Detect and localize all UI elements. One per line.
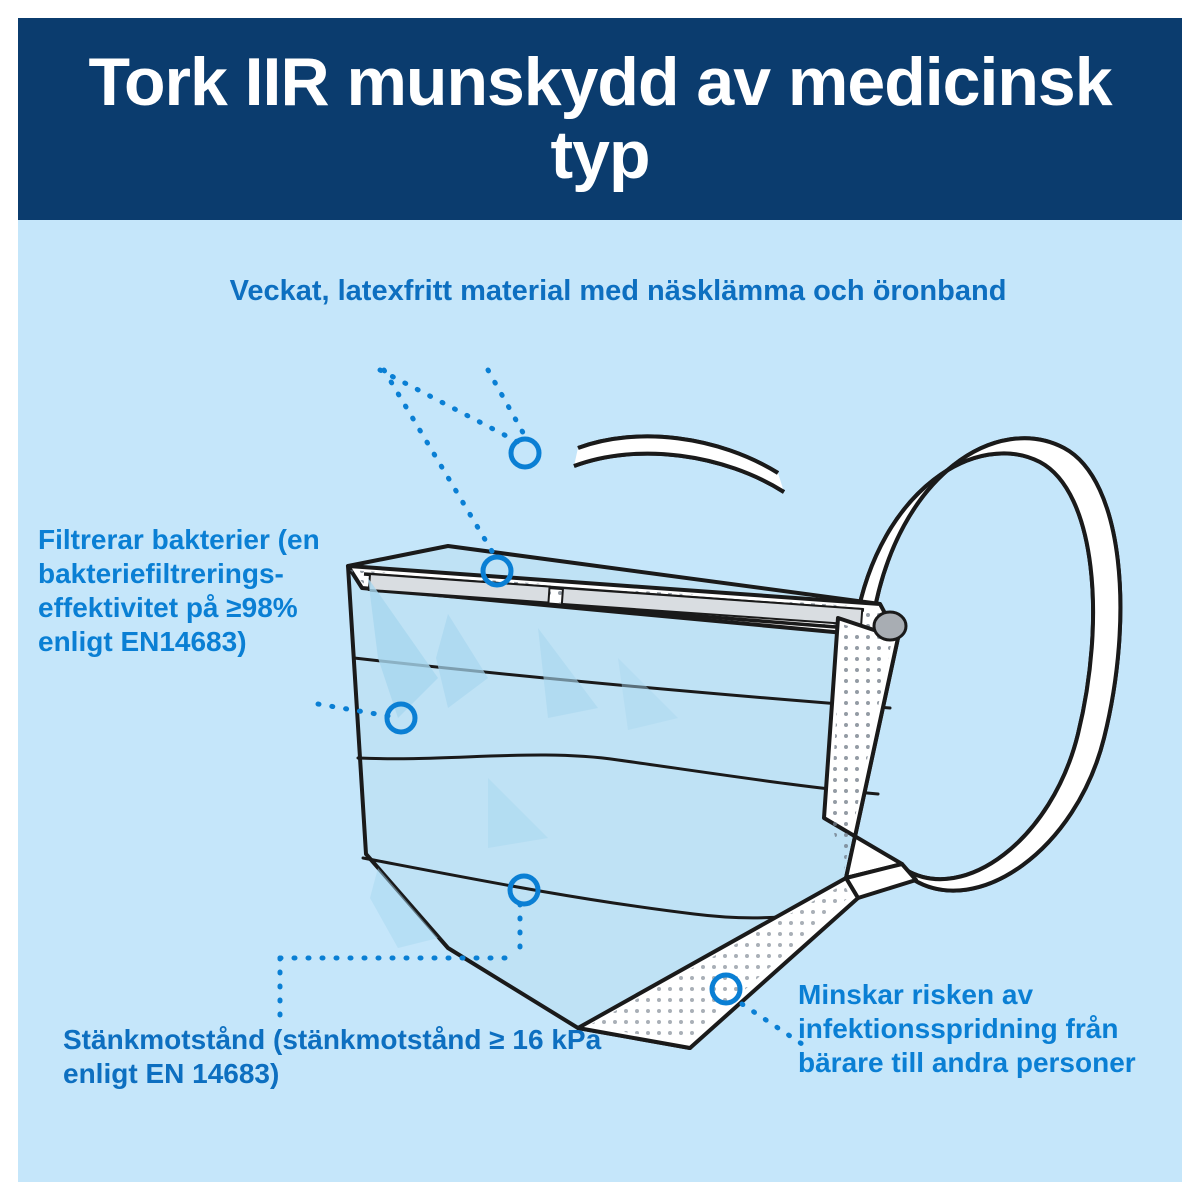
annotation-top: Veckat, latexfritt material med näsklämma och öronband bbox=[229, 275, 1007, 307]
annotation-left: Filtrerar bakterier (en bakteriefiltrerings-effektivitet på ≥98% enligt EN14683) bbox=[38, 524, 320, 658]
infographic-canvas bbox=[18, 18, 1182, 1182]
annotation-bottom-left: Stänkmotstånd (stänkmotstånd ≥ 16 kPa enligt EN 14683) bbox=[63, 1024, 602, 1090]
page-title: Tork IIR munskydd av medicinsk typ bbox=[88, 43, 1112, 193]
annotation-bottom-right: Minskar risken av infektionsspridning från bärare till andra personer bbox=[798, 979, 1136, 1079]
